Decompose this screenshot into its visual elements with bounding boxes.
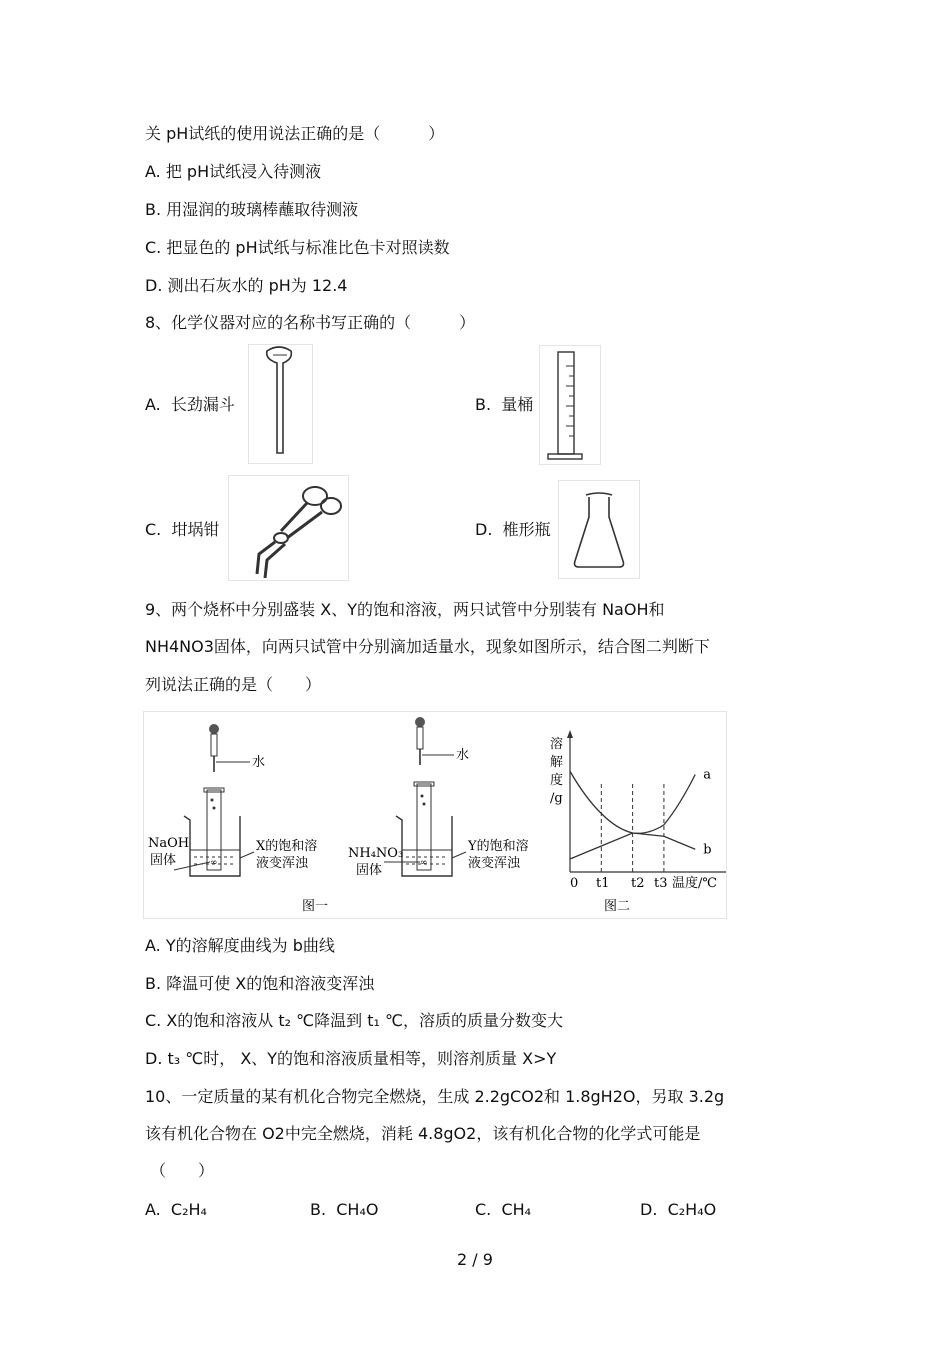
q9-figure: [143, 711, 727, 919]
chart-series-a-label: a: [703, 767, 711, 783]
funnel-image: [248, 344, 313, 464]
q10-option-d-letter: D.: [640, 1200, 658, 1219]
fig1-middle-solid-2: 固体: [356, 863, 383, 878]
fig1-left-result-1: X的饱和溶: [256, 839, 318, 854]
fig2-caption: 图二: [604, 899, 631, 914]
chart-series-a-line: [570, 771, 695, 833]
q10-stem-line-1: 10、一定质量的某有机化合物完全燃烧，生成 2.2gCO2和 1.8gH2O，另取 3.2g: [145, 1087, 725, 1106]
q8-option-a: [145, 395, 235, 415]
q8-option-c-letter: C.: [145, 520, 162, 539]
q10-option-c: [475, 1200, 531, 1220]
chart-xlabel: 温度/℃: [672, 876, 717, 891]
page-number: 2 / 9: [457, 1250, 493, 1269]
crucible-tongs-image: [228, 475, 349, 581]
q9-stem-line-2: NH4NO3固体，向两只试管中分别滴加适量水，现象如图所示，结合图二判断下: [145, 637, 710, 656]
q7-option-c: C. 把显色的 pH试纸与标准比色卡对照读数: [145, 238, 450, 257]
q8-option-d-letter: D.: [475, 520, 493, 539]
fig1-left-result-2: 液变浑浊: [256, 856, 309, 871]
fig1-middle-solid-1: NH₄NO₃: [348, 846, 404, 861]
q8-stem: 8、化学仪器对应的名称书写正确的（ ）: [145, 313, 476, 332]
q8-option-d: [475, 520, 551, 540]
q7-option-b: B. 用湿润的玻璃棒蘸取待测液: [145, 200, 359, 219]
q10-option-b-letter: B.: [310, 1200, 327, 1219]
svg-text:∞: ∞: [420, 858, 428, 868]
chart-ylabel-4: /g: [550, 791, 563, 806]
fig1-middle-water-label: 水: [456, 748, 470, 763]
q10-option-b-formula: CH₄O: [336, 1200, 379, 1219]
solubility-chart: [550, 730, 726, 891]
svg-text:∞: ∞: [210, 858, 218, 868]
fig1-middle-result-1: Y的饱和溶: [468, 839, 529, 854]
fig1-left-solid-1: NaOH: [148, 836, 190, 851]
q9-stem-line-3: 列说法正确的是（ ）: [145, 675, 322, 694]
q9-stem-line-1: 9、两个烧杯中分别盛装 X、Y的饱和溶液，两只试管中分别装有 NaOH和: [145, 600, 665, 619]
q9-option-c: C. X的饱和溶液从 t₂ ℃降温到 t₁ ℃，溶质的质量分数变大: [145, 1011, 563, 1030]
fig1-left-apparatus: [148, 724, 317, 876]
q8-option-c-name: 坩埚钳: [171, 520, 220, 539]
chart-series-b-label: b: [703, 842, 712, 858]
chart-tick-t1: t1: [596, 876, 610, 891]
chart-ylabel-2: 解: [550, 755, 564, 770]
chart-ylabel-1: 溶: [550, 737, 564, 752]
fig1-middle-apparatus: [348, 717, 529, 878]
q8-option-b: [475, 395, 533, 415]
q10-option-c-letter: C.: [475, 1200, 492, 1219]
chart-tick-t3: t3: [654, 876, 668, 891]
q10-stem-line-2: 该有机化合物在 O2中完全燃烧，消耗 4.8gO2，该有机化合物的化学式可能是: [145, 1124, 701, 1143]
q10-option-b: [310, 1200, 378, 1220]
q9-option-b: B. 降温可使 X的饱和溶液变浑浊: [145, 974, 375, 993]
q8-option-a-name: 长劲漏斗: [170, 395, 235, 414]
q7-option-a: A. 把 pH试纸浸入待测液: [145, 162, 322, 181]
graduated-cylinder-image: [539, 345, 601, 465]
q8-option-b-name: 量桶: [501, 395, 534, 414]
q10-option-a: [145, 1200, 207, 1220]
q7-stem: 关 pH试纸的使用说法正确的是（ ）: [145, 124, 445, 143]
q8-option-a-letter: A.: [145, 395, 161, 414]
q7-option-d: D. 测出石灰水的 pH为 12.4: [145, 276, 348, 295]
q8-option-b-letter: B.: [475, 395, 492, 414]
chart-tick-t2: t2: [631, 876, 645, 891]
q10-option-a-letter: A.: [145, 1200, 161, 1219]
chart-origin-label: 0: [570, 876, 579, 891]
fig1-left-solid-2: 固体: [150, 853, 177, 868]
fig1-left-water-label: 水: [252, 755, 266, 770]
q9-option-a: A. Y的溶解度曲线为 b曲线: [145, 936, 335, 955]
q10-option-a-formula: C₂H₄: [170, 1200, 207, 1219]
conical-flask-image: [558, 480, 640, 579]
fig1-middle-result-2: 液变浑浊: [468, 856, 521, 871]
fig1-caption: 图一: [302, 899, 329, 914]
q10-option-d-formula: C₂H₄O: [667, 1200, 717, 1219]
q9-option-d: D. t₃ ℃时， X、Y的饱和溶液质量相等，则溶剂质量 X>Y: [145, 1049, 557, 1068]
q8-option-d-name: 椎形瓶: [502, 520, 551, 539]
chart-ylabel-3: 度: [550, 773, 564, 788]
q8-option-c: [145, 520, 219, 540]
q10-option-c-formula: CH₄: [501, 1200, 532, 1219]
q10-option-d: [640, 1200, 716, 1220]
q10-stem-line-3: （ ）: [150, 1161, 215, 1180]
